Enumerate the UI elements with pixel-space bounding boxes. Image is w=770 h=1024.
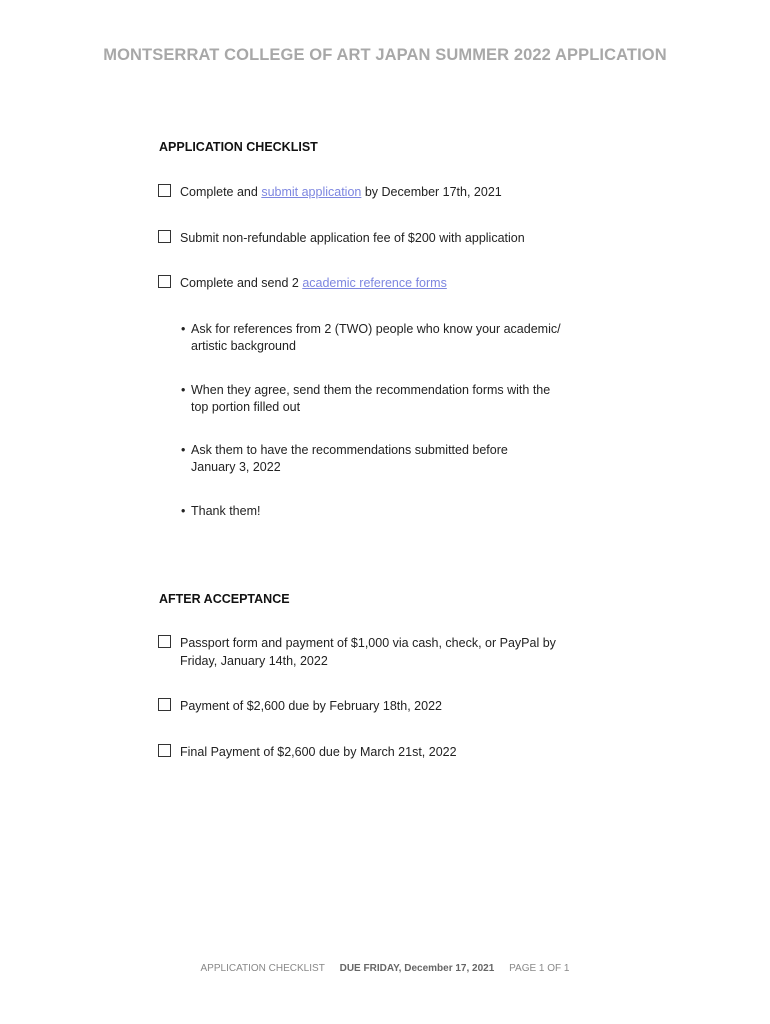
checkbox[interactable] xyxy=(158,744,171,757)
checklist-item-passport-payment xyxy=(158,634,618,670)
checklist-item-reference-forms xyxy=(158,274,618,292)
bullet-text: Thank them! xyxy=(191,504,261,518)
after-acceptance-heading: AFTER ACCEPTANCE xyxy=(159,592,290,606)
checkbox[interactable] xyxy=(158,230,171,243)
item-text-after: by December 17th, 2021 xyxy=(361,185,502,199)
bullet-text: When they agree, send them the recommendation forms with the xyxy=(191,383,551,397)
checklist-item-final-payment xyxy=(158,743,618,761)
list-item xyxy=(181,382,621,416)
footer-label: APPLICATION CHECKLIST xyxy=(200,963,325,974)
list-item xyxy=(181,321,621,355)
list-item xyxy=(181,503,621,520)
bullet-icon: • xyxy=(181,504,186,518)
item-text: Passport form and payment of $1,000 via cash, check, or PayPal by xyxy=(180,636,556,650)
bullet-text: Ask for references from 2 (TWO) people who know your academic/ xyxy=(191,322,561,336)
checkbox[interactable] xyxy=(158,184,171,197)
page-title: MONTSERRAT COLLEGE OF ART JAPAN SUMMER 2022 APPLICATION xyxy=(103,46,667,64)
checkbox[interactable] xyxy=(158,698,171,711)
list-item xyxy=(181,442,621,476)
bullet-text-continued: artistic background xyxy=(191,339,296,353)
item-text-before: Complete and send 2 xyxy=(180,276,303,290)
footer-page-number: PAGE 1 OF 1 xyxy=(509,963,570,974)
item-text: Final Payment of $2,600 due by March 21st, 2022 xyxy=(180,745,457,759)
submit-application-link[interactable]: submit application xyxy=(261,185,362,199)
bullet-text: Ask them to have the recommendations submitted before xyxy=(191,443,508,457)
checklist-item-payment-february xyxy=(158,697,618,715)
footer-due-date: DUE FRIDAY, December 17, 2021 xyxy=(339,963,495,974)
checklist-item-application-fee xyxy=(158,229,618,247)
bullet-text-continued: January 3, 2022 xyxy=(191,460,281,474)
checkbox[interactable] xyxy=(158,275,171,288)
bullet-icon: • xyxy=(181,443,186,457)
item-text-continued: Friday, January 14th, 2022 xyxy=(180,654,328,668)
page-footer xyxy=(0,963,770,974)
checkbox[interactable] xyxy=(158,635,171,648)
bullet-icon: • xyxy=(181,383,186,397)
academic-reference-forms-link[interactable]: academic reference forms xyxy=(302,276,447,290)
application-checklist-heading: APPLICATION CHECKLIST xyxy=(159,140,318,154)
item-text: Payment of $2,600 due by February 18th, 2022 xyxy=(180,699,442,713)
item-text-before: Complete and xyxy=(180,185,262,199)
bullet-icon: • xyxy=(181,322,186,336)
checklist-item-submit-application xyxy=(158,183,618,201)
item-text: Submit non-refundable application fee of $200 with application xyxy=(180,231,525,245)
bullet-text-continued: top portion filled out xyxy=(191,400,301,414)
